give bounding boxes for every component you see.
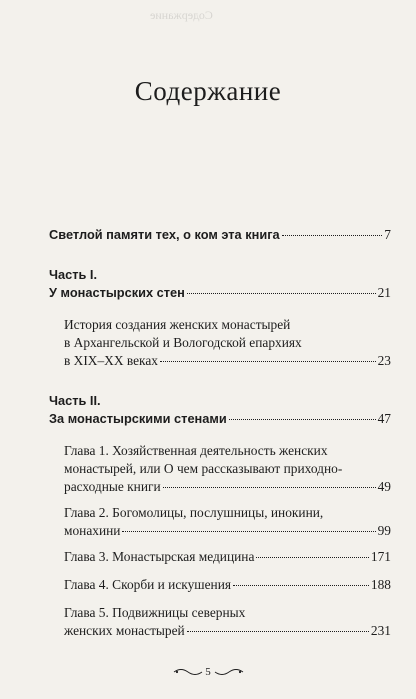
part-title: За монастырскими стенами bbox=[49, 411, 227, 426]
dot-leader bbox=[229, 419, 376, 420]
page-folio bbox=[0, 666, 416, 678]
toc-entry-chapter-4[interactable] bbox=[64, 576, 391, 594]
page-number: 23 bbox=[377, 353, 391, 368]
entry-line: в XIX–XX веках bbox=[64, 353, 158, 368]
left-ornament-icon bbox=[173, 667, 203, 677]
page-number: 21 bbox=[377, 285, 391, 300]
entry-line: монахини bbox=[64, 523, 121, 538]
dot-leader bbox=[256, 557, 368, 558]
entry-line: Глава 1. Хозяйственная деятельность женских bbox=[64, 443, 328, 458]
dot-leader bbox=[160, 361, 376, 362]
intro-text: Светлой памяти тех, о ком эта книга bbox=[49, 227, 280, 242]
entry-line: женских монастырей bbox=[64, 623, 185, 638]
entry-line: расходные книги bbox=[64, 479, 161, 494]
page-number: 49 bbox=[377, 479, 391, 494]
toc-entry-chapter-3[interactable] bbox=[64, 548, 391, 566]
dot-leader bbox=[233, 585, 369, 586]
page-number: 231 bbox=[370, 623, 391, 638]
page-number: 188 bbox=[370, 577, 391, 592]
part-title: У монастырских стен bbox=[49, 285, 185, 300]
toc-entry-chapter-5[interactable] bbox=[64, 604, 391, 640]
entry-line: История создания женских монастырей bbox=[64, 317, 291, 332]
dot-leader bbox=[282, 235, 383, 236]
part-label: Часть II. bbox=[49, 393, 101, 408]
right-ornament-icon bbox=[214, 667, 244, 677]
entry-line: монастырей, или О чем рассказывают приходно- bbox=[64, 461, 343, 476]
toc-entry-chapter-1[interactable] bbox=[64, 442, 391, 496]
entry-line: Глава 4. Скорби и искушения bbox=[64, 577, 232, 592]
page-number: 7 bbox=[384, 227, 391, 242]
dot-leader bbox=[187, 293, 376, 294]
dot-leader bbox=[122, 531, 375, 532]
entry-line: Глава 3. Монастырская медицина bbox=[64, 549, 255, 564]
toc-part-2[interactable] bbox=[49, 392, 391, 428]
page-number: 99 bbox=[377, 523, 391, 538]
toc-entry-chapter-2[interactable] bbox=[64, 504, 391, 540]
entry-line: в Архангельской и Вологодской епархиях bbox=[64, 335, 302, 350]
entry-line: Глава 2. Богомолицы, послушницы, инокини, bbox=[64, 505, 324, 520]
dot-leader bbox=[187, 631, 369, 632]
page-number: 171 bbox=[370, 549, 391, 564]
folio-number: 5 bbox=[205, 666, 211, 678]
show-through-header: Содержание bbox=[150, 8, 213, 22]
toc-entry-intro[interactable] bbox=[49, 226, 391, 244]
page-number: 47 bbox=[377, 411, 391, 426]
part-label: Часть I. bbox=[49, 267, 98, 282]
toc-entry-history[interactable] bbox=[64, 316, 391, 370]
entry-line: Глава 5. Подвижницы северных bbox=[64, 605, 246, 620]
toc-part-1[interactable] bbox=[49, 266, 391, 302]
dot-leader bbox=[163, 487, 376, 488]
page-title: Содержание bbox=[134, 76, 282, 106]
